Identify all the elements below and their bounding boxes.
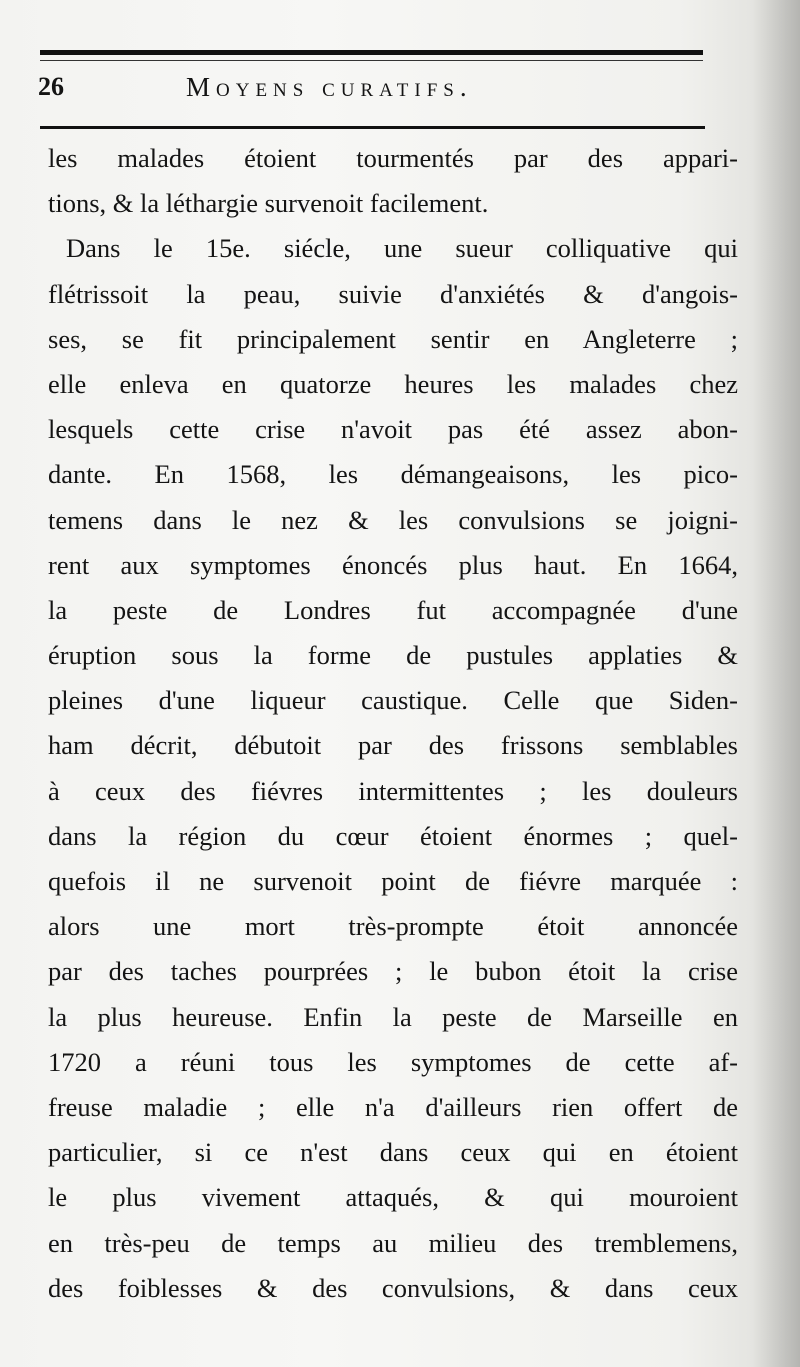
- text-line: freuse maladie ; elle n'a d'ailleurs rien offert de: [48, 1091, 738, 1122]
- running-title: Moyens curatifs.: [186, 72, 473, 102]
- text-line: pleines d'une liqueur caustique. Celle que Siden-: [48, 685, 738, 716]
- text-line: la plus heureuse. Enfin la peste de Marseille en: [48, 1001, 738, 1032]
- text-line: lesquels cette crise n'avoit pas été assez abon-: [48, 414, 738, 445]
- text-line: ses, se fit principalement sentir en Angleterre ;: [48, 323, 738, 354]
- text-line: des foiblesses & des convulsions, & dans ceux: [48, 1272, 738, 1303]
- text-line: dante. En 1568, les démangeaisons, les pico-: [48, 459, 738, 490]
- text-line: Dans le 15e. siécle, une sueur colliquative qui: [66, 233, 738, 264]
- text-line: les malades étoient tourmentés par des appari-: [48, 143, 738, 173]
- spine-shadow: [752, 0, 800, 1367]
- text-line: la peste de Londres fut accompagnée d'une: [48, 594, 738, 625]
- text-line: en très-peu de temps au milieu des tremblemens,: [48, 1227, 738, 1258]
- text-line: quefois il ne survenoit point de fiévre marquée :: [48, 866, 738, 896]
- body-text: [48, 136, 738, 1311]
- text-line: ham décrit, débutoit par des frissons semblables: [48, 730, 738, 761]
- text-line: par des taches pourprées ; le bubon étoit la crise: [48, 956, 738, 987]
- text-line: particulier, si ce n'est dans ceux qui en étoient: [48, 1137, 738, 1168]
- text-line: dans la région du cœur étoient énormes ; quel-: [48, 820, 738, 851]
- text-line: rent aux symptomes énoncés plus haut. En 1664,: [48, 549, 738, 580]
- text-line: 1720 a réuni tous les symptomes de cette af-: [48, 1046, 738, 1077]
- text-line: elle enleva en quatorze heures les malades chez: [48, 368, 738, 399]
- text-line: le plus vivement attaqués, & qui mouroient: [48, 1182, 738, 1213]
- page-header: [38, 72, 718, 112]
- text-line: alors une mort très-prompte étoit annoncée: [48, 911, 738, 942]
- page-number: 26: [38, 72, 64, 101]
- header-top-thin-rule: [40, 60, 703, 61]
- text-line: éruption sous la forme de pustules applaties &: [48, 640, 738, 671]
- text-line: à ceux des fiévres intermittentes ; les douleurs: [48, 775, 738, 806]
- text-line: temens dans le nez & les convulsions se joigni-: [48, 504, 738, 535]
- text-line: flétrissoit la peau, suivie d'anxiétés & d'angois-: [48, 278, 738, 309]
- text-line: tions, & la léthargie survenoit facilement.: [48, 188, 489, 219]
- header-top-rule: [40, 50, 703, 55]
- header-bottom-rule: [40, 126, 705, 129]
